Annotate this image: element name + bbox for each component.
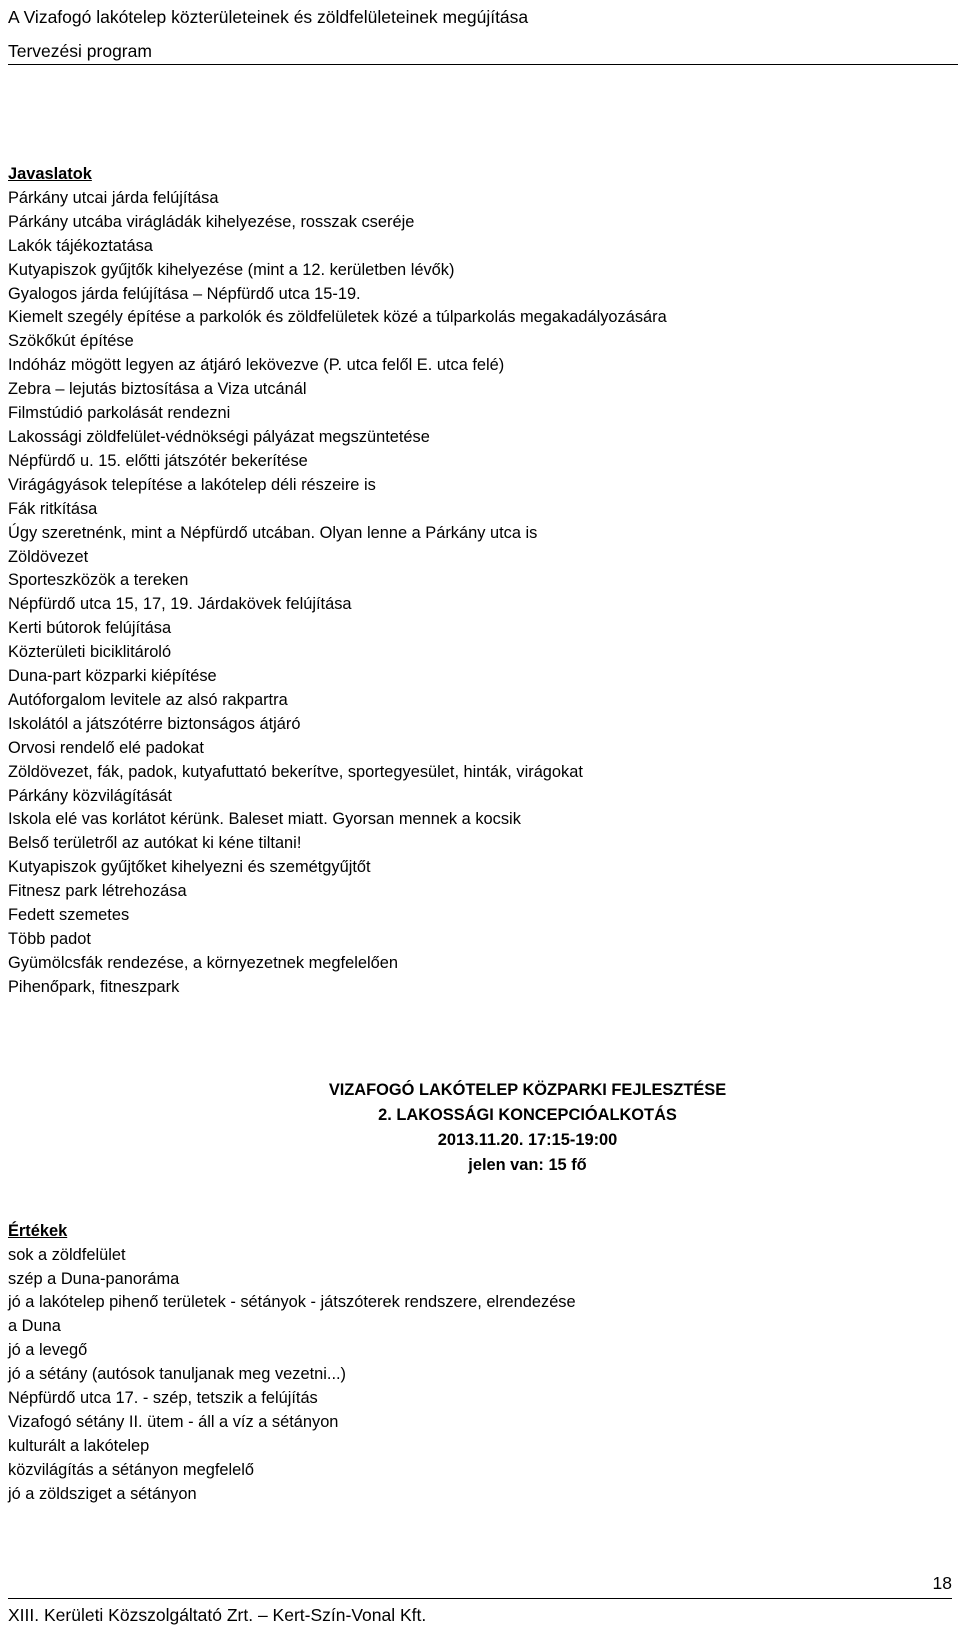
list-item: Autóforgalom levitele az alsó rakpartra	[8, 690, 288, 709]
list-item: Gyalogos járda felújítása – Népfürdő utca 15-19.	[8, 284, 361, 303]
list-item: Zöldövezet	[8, 547, 89, 566]
list-item: Lakossági zöldfelület-védnökségi pályázat megszüntetése	[8, 427, 430, 446]
document-subtitle: Tervezési program	[8, 41, 152, 61]
list-item: Fedett szemetes	[8, 906, 130, 925]
list-item: Kutyapiszok gyűjtők kihelyezése (mint a 12. kerületben lévők)	[8, 260, 455, 279]
values-heading: Értékek	[8, 1221, 68, 1240]
list-item: Orvosi rendelő elé padokat	[8, 738, 204, 757]
list-item: Virágágyások telepítése a lakótelep déli részeire is	[8, 475, 376, 494]
list-item: Pihenőpark, fitneszpark	[8, 977, 180, 996]
page-number: 18	[932, 1573, 952, 1593]
list-item: jó a zöldsziget a sétányon	[8, 1484, 197, 1503]
list-item: Sporteszközök a tereken	[8, 571, 189, 590]
session-title: VIZAFOGÓ LAKÓTELEP KÖZPARKI FEJLESZTÉSE	[328, 1080, 727, 1099]
list-item: Lakók tájékoztatása	[8, 236, 153, 255]
session-subtitle: 2. LAKOSSÁGI KONCEPCIÓALKOTÁS	[378, 1105, 677, 1124]
list-item: Több padot	[8, 930, 91, 948]
list-item: Párkány utcába virágládák kihelyezése, rosszak cseréje	[8, 212, 415, 231]
list-item: Úgy szeretnénk, mint a Népfürdő utcában. Olyan lenne a Párkány utca is	[8, 523, 538, 542]
list-item: Zebra – lejutás biztosítása a Viza utcánál	[8, 380, 307, 399]
list-item: Iskola elé vas korlátot kérünk. Baleset miatt. Gyorsan mennek a kocsik	[8, 810, 521, 829]
proposals-section	[8, 163, 952, 1000]
list-item: Fák ritkítása	[8, 499, 98, 518]
list-item: a Duna	[8, 1317, 61, 1336]
list-item: Iskolától a játszótérre biztonságos átjáró	[8, 714, 301, 733]
list-item: kulturált a lakótelep	[8, 1436, 150, 1455]
list-item: Közterületi biciklitároló	[8, 643, 172, 662]
list-item: sok a zöldfelület	[8, 1245, 126, 1264]
list-item: Népfürdő u. 15. előtti játszótér bekerítése	[8, 451, 308, 470]
list-item: Népfürdő utca 17. - szép, tetszik a felújítás	[8, 1389, 318, 1408]
list-item: Szökőkút építése	[8, 332, 134, 351]
list-item: Párkány utcai járda felújítása	[8, 188, 219, 207]
list-item: Kerti bútorok felújítása	[8, 619, 172, 638]
list-item: szép a Duna-panoráma	[8, 1269, 180, 1288]
list-item: Párkány közvilágítását	[8, 786, 172, 805]
list-item: Zöldövezet, fák, padok, kutyafuttató bekerítve, sportegyesület, hinták, virágokat	[8, 762, 583, 781]
list-item: Kiemelt szegély építése a parkolók és zöldfelületek közé a túlparkolás megakadályozására	[8, 308, 667, 327]
footer-organization: XIII. Kerületi Közszolgáltató Zrt. – Kert-Szín-Vonal Kft.	[8, 1605, 427, 1625]
document-title: A Vizafogó lakótelep közterületeinek és zöldfelületeinek megújítása	[8, 7, 529, 27]
page-footer	[8, 1573, 952, 1631]
proposals-heading: Javaslatok	[8, 165, 92, 183]
list-item: közvilágítás a sétányon megfelelő	[8, 1460, 255, 1479]
values-section	[8, 1220, 952, 1507]
list-item: Belső területről az autókat ki kéne tiltani!	[8, 834, 302, 853]
page-content	[8, 163, 952, 1507]
list-item: Duna-part közparki kiépítése	[8, 667, 217, 686]
list-item: Indóház mögött legyen az átjáró lekövezve (P. utca felől E. utca felé)	[8, 356, 505, 375]
list-item: jó a sétány (autósok tanuljanak meg vezetni...)	[8, 1365, 347, 1384]
list-item: Filmstúdió parkolását rendezni	[8, 404, 231, 423]
list-item: Népfürdő utca 15, 17, 19. Járdakövek felújítása	[8, 595, 352, 614]
list-item: Gyümölcsfák rendezése, a környezetnek megfelelően	[8, 953, 398, 972]
list-item: Vizafogó sétány II. ütem - áll a víz a sétányon	[8, 1412, 339, 1431]
list-item: jó a levegő	[8, 1341, 88, 1360]
page-header	[8, 0, 958, 65]
list-item: Fitnesz park létrehozása	[8, 882, 187, 901]
list-item: Kutyapiszok gyűjtőket kihelyezni és szemétgyűjtőt	[8, 858, 371, 877]
list-item: jó a lakótelep pihenő területek - sétányok - játszóterek rendszere, elrendezése	[8, 1293, 576, 1312]
session-title-block	[8, 1078, 952, 1178]
session-datetime: 2013.11.20. 17:15-19:00	[437, 1130, 618, 1149]
session-attendance: jelen van: 15 fő	[468, 1155, 587, 1174]
